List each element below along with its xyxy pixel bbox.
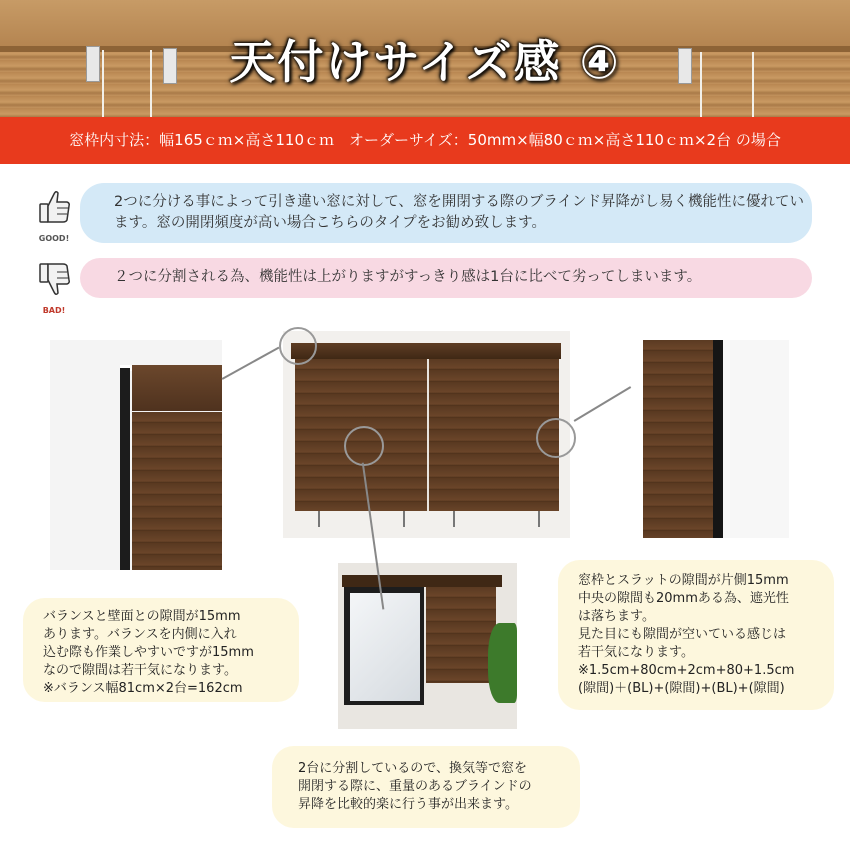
connector-line — [222, 347, 280, 380]
note-line: 窓枠とスラットの隙間が片側15mm — [578, 573, 789, 588]
zoom-circle — [536, 418, 576, 458]
note-line: ※1.5cm+80cm+2cm+80+1.5cm — [578, 663, 795, 678]
main-window-photo — [283, 331, 570, 538]
note-easy-operation — [272, 746, 580, 828]
thumbs-down-icon — [34, 258, 74, 302]
note-line: 昇降を比較的楽に行う事が出来ます。 — [298, 797, 518, 812]
dimensions-bar — [0, 117, 850, 164]
dimensions-text: 窓枠内寸法：幅165ｃｍ×高さ110ｃｍ オーダーサイズ：50mm×幅80ｃｍ×高さ110ｃｍ×2台 の場合 — [69, 131, 781, 149]
note-slat-gap — [558, 560, 834, 710]
zoom-circle — [344, 426, 384, 466]
bad-pill — [80, 258, 812, 298]
note-line: 若干気になります。 — [578, 645, 694, 660]
note-line: なので隙間は若干気になります。 — [43, 663, 237, 678]
left-detail-photo — [50, 340, 222, 570]
thumbs-up-badge — [34, 186, 74, 243]
thumbs-up-icon — [34, 186, 74, 230]
note-line: (隙間)＋(BL)+(隙間)+(BL)+(隙間) — [578, 681, 785, 696]
note-line: ※バランス幅81cm×2台=162cm — [43, 681, 243, 696]
zoom-circle — [279, 327, 317, 365]
note-line: 開閉する際に、重量のあるブラインドの — [298, 779, 532, 794]
note-line: は落ちます。 — [578, 609, 655, 624]
thumbs-down-badge — [34, 258, 74, 315]
bad-label: BAD! — [42, 306, 66, 315]
note-line: 見た目にも隙間が空いている感じは — [578, 627, 787, 642]
good-pill — [80, 183, 812, 243]
bad-text: ２つに分割される為、機能性は上がりますがすっきり感は1台に比べて劣ってしまいます。 — [114, 269, 702, 285]
good-text: 2つに分ける事によって引き違い窓に対して、窓を開閉する際のブラインド昇降がし易く機能性に優れています。窓の開閉頻度が高い場合こちらのタイプをお勧め致します。 — [114, 194, 804, 231]
good-label: GOOD! — [38, 234, 70, 243]
note-line: あります。バランスを内側に入れ — [43, 627, 237, 642]
note-line: 中央の隙間も20mmある為、遮光性 — [578, 591, 789, 606]
note-line: バランスと壁面との隙間が15mm — [43, 609, 241, 624]
note-line: 2台に分割しているので、換気等で窓を — [298, 761, 528, 776]
note-balance-gap — [23, 598, 299, 702]
connector-line — [574, 386, 631, 421]
right-detail-photo — [643, 340, 789, 538]
page-title: 天付けサイズ感 ④ — [229, 35, 621, 89]
open-window-photo — [338, 563, 517, 729]
note-line: 込む際も作業しやすいですが15mm — [43, 645, 254, 660]
